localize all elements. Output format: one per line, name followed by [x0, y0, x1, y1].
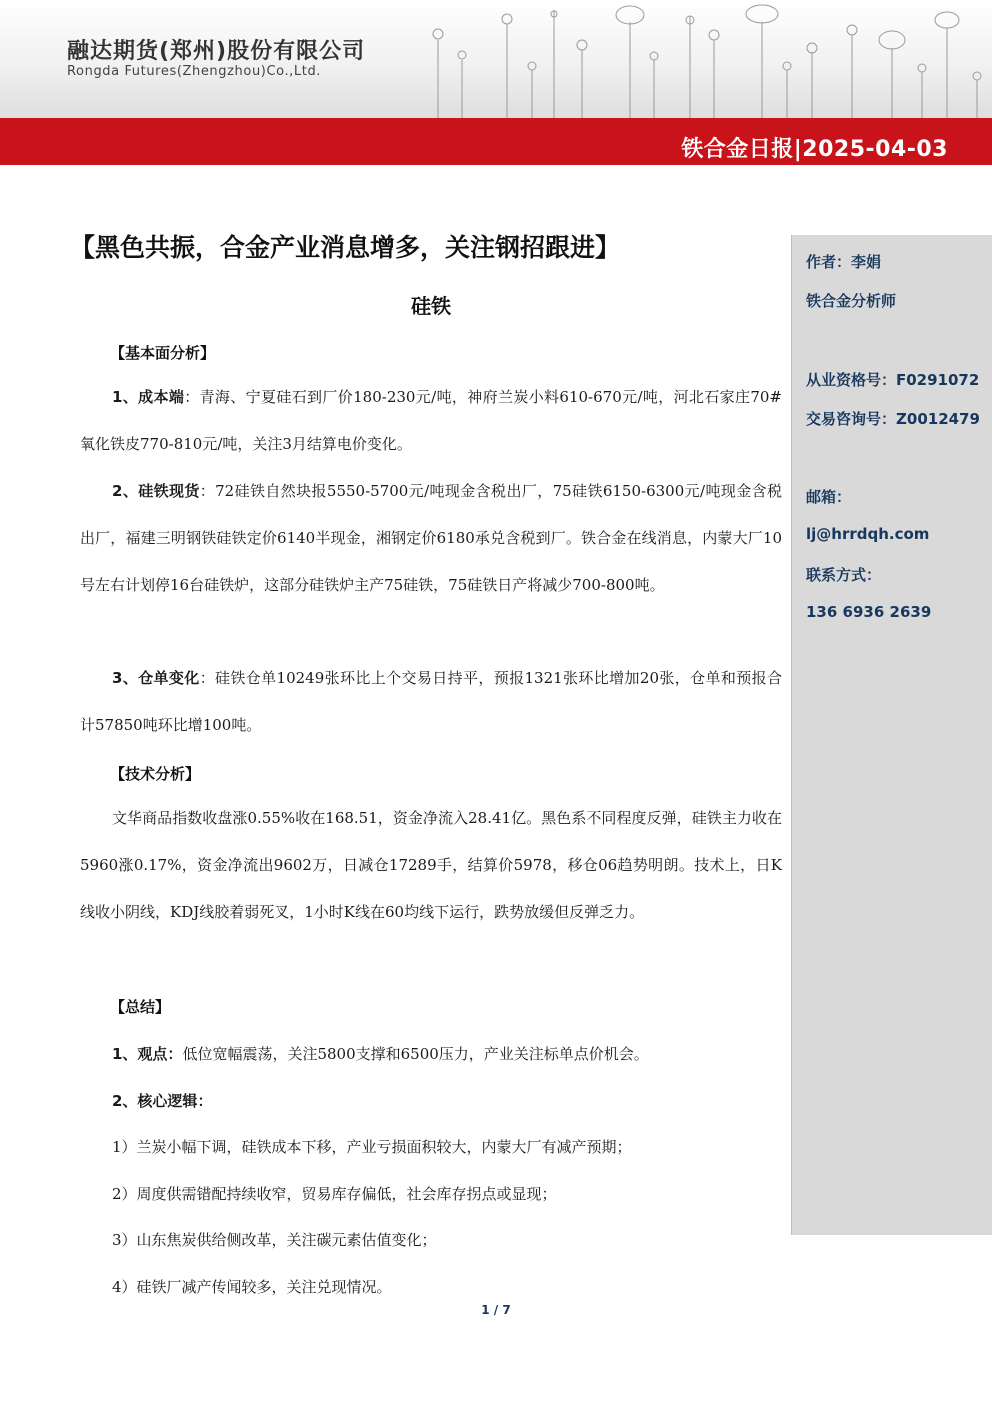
fundamental-item-spot: [80, 468, 782, 609]
fundamental-item-cost: [80, 374, 782, 468]
summary-logic-label: [112, 1090, 212, 1111]
report-title: 铁合金日报|2025-04-03: [681, 137, 948, 162]
decorative-balloons-graphic: [432, 0, 992, 118]
contact-label: 联系方式：: [806, 566, 882, 584]
summary-heading: 【总结】: [110, 998, 171, 1016]
view-label: 1、观点：: [112, 1045, 183, 1063]
logic-item: 4）硅铁厂减产传闻较多，关注兑现情况。: [112, 1278, 392, 1296]
item-label: 2、硅铁现货: [112, 482, 200, 500]
page-title: 【黑色共振，合金产业消息增多，关注钢招跟进】: [70, 233, 621, 262]
author-sidebar: [791, 235, 992, 1235]
qualification-number: 从业资格号：F0291072: [806, 371, 980, 389]
item-text: ：72硅铁自然块报5550-5700元/吨现金含税出厂，75硅铁6150-6300元/吨现金含税出厂，福建三明钢铁硅铁定价6140半现金，湘钢定价6180承兑含税到厂。铁合金在线消息，内蒙大厂10号左右计划停16台硅铁炉，这部分硅铁炉主产75硅铁，75硅铁日产将减少700-800吨。: [80, 482, 782, 594]
logic-item: 2）周度供需错配持续收窄，贸易库存偏低，社会库存拐点或显现；: [112, 1185, 557, 1203]
page-number: 1 / 7: [481, 1303, 511, 1317]
view-text: 低位宽幅震荡，关注5800支撑和6500压力，产业关注标单点价机会。: [182, 1045, 649, 1063]
author-name: 作者：李娟: [806, 253, 882, 271]
page-subtitle: 硅铁: [411, 294, 451, 318]
email-label: 邮箱：: [806, 488, 852, 506]
item-label: 1、成本端: [112, 388, 185, 406]
fundamental-item-warehouse: [80, 655, 782, 749]
summary-view: [112, 1043, 649, 1064]
author-role: 铁合金分析师: [806, 292, 897, 310]
email-address[interactable]: lj@hrrdqh.com: [806, 525, 930, 543]
item-text: ：青海、宁夏硅石到厂价180-230元/吨，神府兰炭小料610-670元/吨，河北石家庄70#氧化铁皮770-810元/吨，关注3月结算电价变化。: [80, 388, 782, 453]
item-text: ：硅铁仓单10249张环比上个交易日持平，预报1321张环比增加20张，仓单和预报合计57850吨环比增100吨。: [80, 669, 782, 734]
consult-number: 交易咨询号：Z0012479: [806, 410, 980, 428]
fundamental-heading: 【基本面分析】: [110, 344, 216, 362]
item-label: 3、仓单变化: [112, 669, 200, 687]
company-name-cn: 融达期货(郑州)股份有限公司: [67, 39, 366, 64]
logic-label: 2、核心逻辑：: [112, 1092, 213, 1110]
technical-heading: 【技术分析】: [110, 765, 201, 783]
report-header: [0, 0, 992, 165]
phone-number: 136 6936 2639: [806, 603, 932, 621]
technical-text: 文华商品指数收盘涨0.55%收在168.51，资金净流入28.41亿。黑色系不同程度反弹，硅铁主力收在5960涨0.17%，资金净流出9602万，日减仓17289手，结算价5978，移仓06趋势明朗。技术上，日K线收小阴线，KDJ线胶着弱死叉，1小时K线在60均线下运行，跌势放缓但反弹乏力。: [80, 809, 782, 921]
logic-item: 3）山东焦炭供给侧改革，关注碳元素估值变化；: [112, 1231, 437, 1249]
logic-item: 1）兰炭小幅下调，硅铁成本下移，产业亏损面积较大，内蒙大厂有减产预期；: [112, 1138, 632, 1156]
company-name-en: Rongda Futures(Zhengzhou)Co.,Ltd.: [67, 64, 322, 79]
